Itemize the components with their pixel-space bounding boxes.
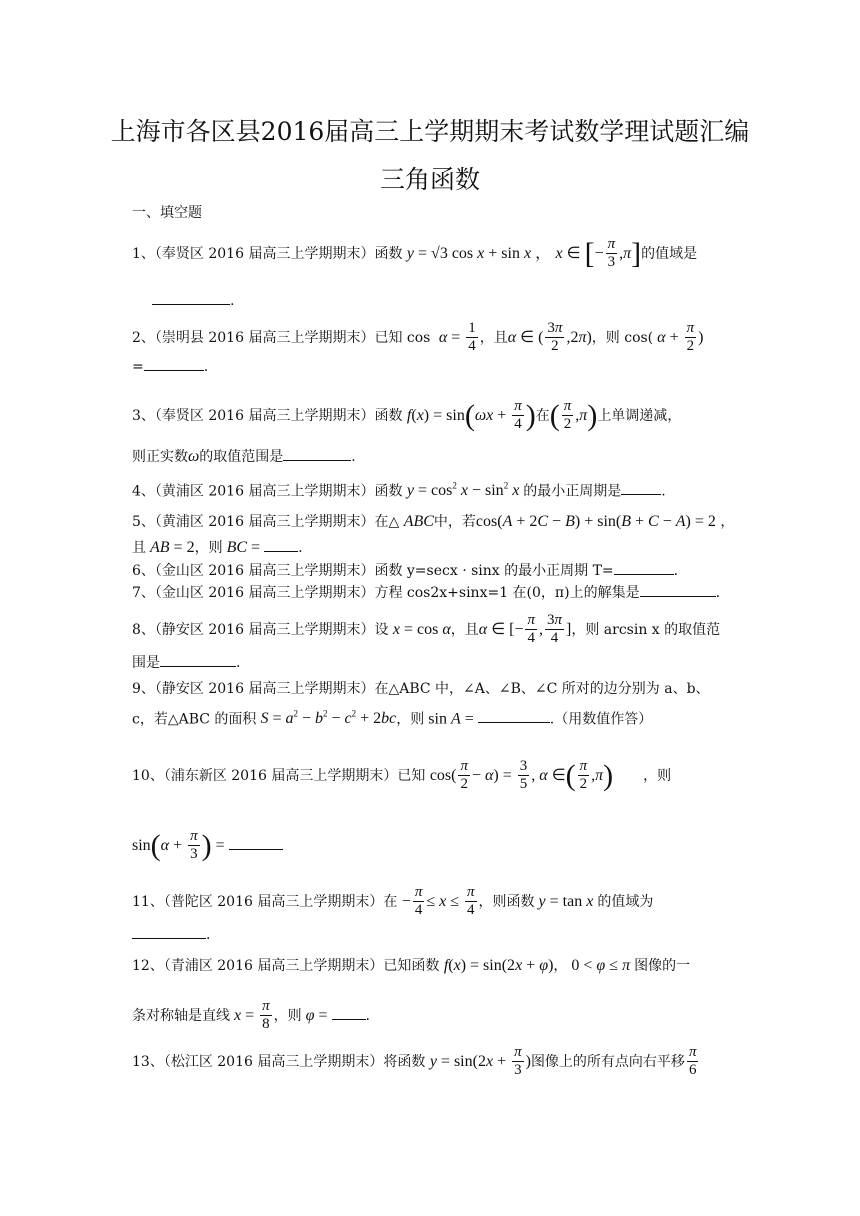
question-4: 4、（黄浦区 2016 届高三上学期期末）函数 $y = \cos^2 x - \sin^2 x$ 的最小正周期是 . [132,481,666,500]
question-5: 5、（黄浦区 2016 届高三上学期期末）在△ ABC中，若cos(A + 2C − B) + sin(B + C − A) = 2 ， [132,513,735,530]
question-9-line2: c，若△ABC 的面积 $S = a^2 - b^2 - c^2 + 2bc$，则 sin A = .（用数值作答） [132,709,653,728]
question-1-answer: . [152,292,234,308]
question-2-answer: = . [132,359,209,375]
question-5-line2: 且 AB = 2，则 BC = . [132,539,303,556]
question-13: 13、（松江区 2016 届高三上学期期末）将函数 y = sin(2x + $\frac{\pi}{3}$ )图像上的所有点向右平移 $\frac{\pi}{6}$ [132,1044,697,1079]
section-heading: 一、填空题 [132,205,202,221]
document-subtitle: 三角函数 [379,165,480,194]
document-title: 上海市各区县2016届高三上学期期末考试数学理试题汇编 [110,117,750,146]
question-2: 2、（崇明县 2016 届高三上学期期末）已知 cos α = $\frac{1}{4}$ ，且α ∈ ( $\frac{3\pi}{2}$ ,2π)，则 cos( α + $\frac{\pi}{2}$ ) [132,320,704,355]
question-11-answer: . [132,926,210,942]
question-3-line2: 则正实数ω的取值范围是 . [132,448,356,465]
question-8: 8、（静安区 2016 届高三上学期期末）设 x = cos α，且α ∈ [− $\frac{\pi}{4}$ , $\frac{3\pi}{4}$ ]，则 arcsin x 的取值范 [132,612,721,647]
question-12: 12、（青浦区 2016 届高三上学期期末）已知函数 f(x) = sin(2x + φ)， 0 < φ ≤ π 图像的一 [132,957,691,974]
question-3: 3、（奉贤区 2016 届高三上学期期末）函数 f(x) = sin(ωx + $\frac{\pi}{4}$ )在( $\frac{\pi}{2}$ ,π)上单调递减， [132,398,682,433]
question-7: 7、（金山区 2016 届高三上学期期末）方程 cos2x+sinx=1 在(0，π)上的解集是 . [132,585,721,601]
question-1: 1、（奉贤区 2016 届高三上学期期末）函数 y = √3 cos x + sin x ， x ∈ [− $\frac{\pi}{3}$ ,π]的值域是 [132,236,698,271]
question-10-line2: sin(α + $\frac{\pi}{3}$ ) = [132,828,283,864]
question-6: 6、（金山区 2016 届高三上学期期末）函数 y=secx · sinx 的最小正周期 T= . [132,563,679,579]
question-12-line2: 条对称轴是直线 x = $\frac{\pi}{8}$ ，则 φ = . [132,998,370,1033]
question-10: 10、（浦东新区 2016 届高三上学期期末）已知 cos( $\frac{\pi}{2}$ − α) = $\frac{3}{5}$ , α ∈( $\frac{\pi}{2}$ ,π) ，则 [132,758,672,793]
question-8-line2: 围是 . [132,655,241,671]
question-9: 9、（静安区 2016 届高三上学期期末）在△ABC 中，∠A、∠B、∠C 所对的边分别为 a、b、 [132,681,710,697]
question-11: 11、（普陀区 2016 届高三上学期期末）在 − $\frac{\pi}{4}$ ≤ x ≤ $\frac{\pi}{4}$ ，则函数 y = tan x 的值域为 [132,884,654,919]
